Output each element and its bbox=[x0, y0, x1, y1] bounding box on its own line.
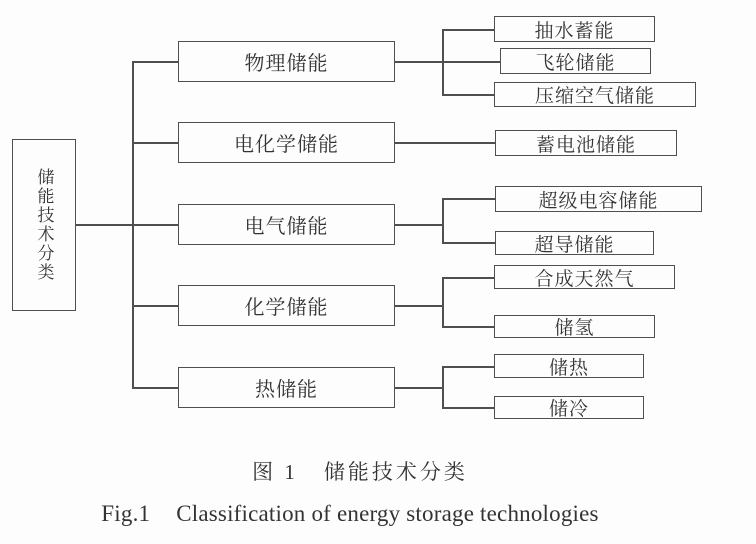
leaf-label: 储氢 bbox=[554, 318, 595, 339]
figure-title-en: Classification of energy storage technologies bbox=[176, 501, 599, 526]
category-node-electrochemical bbox=[178, 122, 395, 163]
connector-line bbox=[395, 224, 443, 226]
leaf-node-pumped-hydro bbox=[494, 16, 655, 42]
leaf-label: 抽水蓄能 bbox=[534, 20, 615, 42]
leaf-node-synthetic-natural-gas bbox=[494, 265, 675, 289]
leaf-node-hydrogen-storage bbox=[494, 315, 655, 338]
leaf-node-cold-storage bbox=[494, 396, 644, 419]
connector-line bbox=[442, 242, 495, 244]
category-label: 热储能 bbox=[255, 379, 318, 401]
root-connector-line bbox=[76, 224, 178, 226]
connector-line bbox=[395, 142, 495, 144]
connector-line bbox=[442, 366, 444, 408]
leaf-node-supercapacitor bbox=[495, 186, 702, 212]
leaf-node-heat-storage bbox=[494, 354, 644, 378]
category-node-physical bbox=[178, 41, 395, 82]
connector-line bbox=[442, 277, 494, 279]
connector-line bbox=[442, 198, 495, 200]
connector-line bbox=[442, 407, 494, 409]
category-node-chemical bbox=[178, 285, 395, 326]
figure-title-zh: 储能技术分类 bbox=[323, 460, 468, 484]
connector-line bbox=[132, 387, 178, 389]
connector-line bbox=[395, 61, 500, 63]
leaf-node-flywheel bbox=[500, 48, 651, 74]
connector-line bbox=[395, 305, 443, 307]
connector-line bbox=[395, 387, 443, 389]
figure-number-en: Fig.1 bbox=[101, 501, 151, 526]
leaf-label: 超导储能 bbox=[534, 234, 615, 256]
category-node-thermal bbox=[178, 367, 395, 408]
connector-line bbox=[442, 366, 494, 368]
leaf-label: 储热 bbox=[548, 357, 589, 379]
root-node-energy-storage-classification bbox=[12, 139, 76, 311]
root-node-label: 储能技术分类 bbox=[34, 168, 54, 282]
leaf-label: 超级电容储能 bbox=[538, 190, 659, 212]
connector-line bbox=[442, 94, 494, 96]
leaf-label: 压缩空气储能 bbox=[534, 86, 655, 107]
connector-line bbox=[132, 61, 178, 63]
category-label: 电化学储能 bbox=[234, 134, 339, 156]
leaf-node-superconducting bbox=[495, 231, 654, 255]
category-node-electrical bbox=[178, 204, 395, 245]
leaf-node-battery bbox=[495, 130, 677, 156]
figure-caption-zh bbox=[0, 456, 720, 486]
connector-line bbox=[132, 305, 178, 307]
connector-line bbox=[442, 277, 444, 327]
figure-caption-en bbox=[0, 501, 700, 527]
category-label: 化学储能 bbox=[244, 297, 329, 319]
connector-line bbox=[132, 142, 178, 144]
category-label: 物理储能 bbox=[244, 53, 329, 75]
connector-line bbox=[442, 326, 494, 328]
category-label: 电气储能 bbox=[244, 216, 329, 238]
leaf-label: 飞轮储能 bbox=[535, 52, 616, 74]
connector-line bbox=[442, 29, 444, 95]
leaf-label: 储冷 bbox=[548, 399, 589, 420]
figure-number-zh: 图 1 bbox=[252, 460, 298, 484]
connector-line bbox=[442, 198, 444, 243]
connector-line bbox=[442, 29, 494, 31]
leaf-label: 蓄电池储能 bbox=[535, 134, 636, 156]
leaf-node-compressed-air bbox=[494, 82, 696, 107]
leaf-label: 合成天然气 bbox=[534, 268, 635, 290]
